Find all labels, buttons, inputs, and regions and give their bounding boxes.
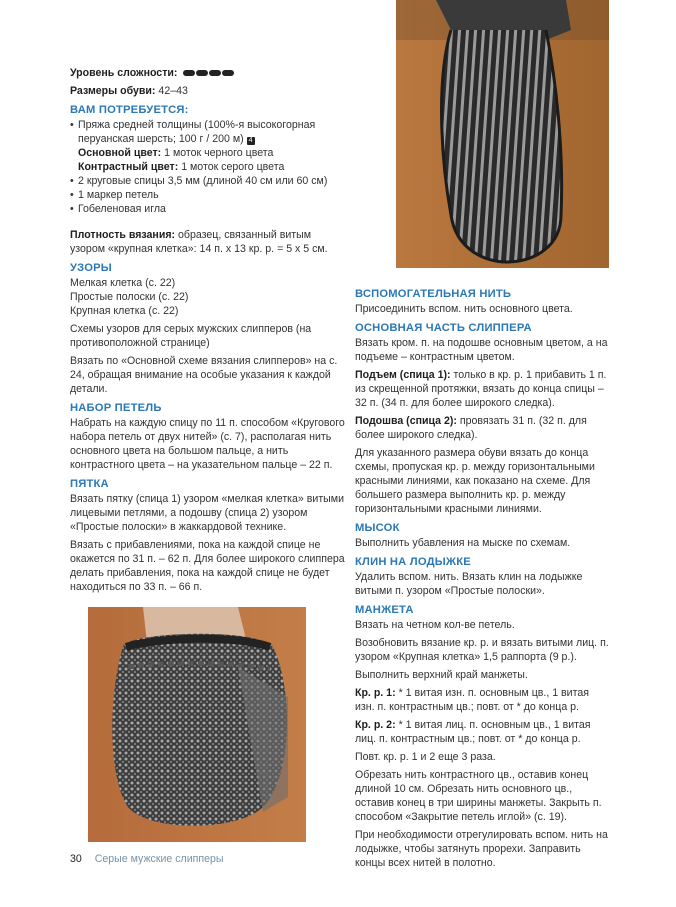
- contrast-color-line: [78, 160, 345, 174]
- cuff-paragraph-3: Выполнить верхний край манжеты.: [355, 669, 528, 681]
- heel-heading: ПЯТКА: [70, 478, 109, 491]
- cuff-row-1: [355, 686, 610, 714]
- heel-paragraph-1: Вязать пятку (спица 1) узором «мелкая клетка» витыми лицевыми петлями, а подошву (спица 2) узором «Простые полоски» в жаккардовой технике.: [70, 493, 344, 534]
- slipper-sole-illustration: [396, 0, 609, 268]
- right-column: [355, 287, 610, 874]
- cuff-paragraph-1: Вязать на четном кол-ве петель.: [355, 619, 515, 631]
- shoe-size-line: [70, 84, 345, 98]
- main-color-line: [78, 146, 345, 160]
- gusset-heading: КЛИН НА ЛОДЫЖКЕ: [355, 556, 471, 568]
- materials-item-marker: • 1 маркер петель: [78, 188, 345, 202]
- sole-paragraph: [355, 414, 610, 442]
- main-part-heading: ОСНОВНАЯ ЧАСТЬ СЛИППЕРА: [355, 322, 532, 334]
- contrast-color-label: Контрастный цвет:: [78, 161, 179, 174]
- cuff-row-1-label: Кр. р. 1:: [355, 687, 396, 699]
- aux-yarn-text: Присоединить вспом. нить основного цвета.: [355, 303, 573, 315]
- cuff-row-2-text: * 1 витая лиц. п. основным цв., 1 витая лиц. п. контрастным цв.; повт. от * до конца р.: [355, 719, 591, 745]
- pattern-item-simple-stripes: Простые полоски (с. 22): [70, 291, 189, 304]
- pattern-item-large-check: Крупная клетка (с. 22): [70, 305, 179, 318]
- cast-on-text: Набрать на каждую спицу по 11 п. способом «Кругового набора петель от двух нитей» (с. 7), располагая нить основного цвета на большом пальце, а нить контрастного цвета – на указательном пальце – 22 п.: [70, 417, 345, 472]
- toe-text: Выполнить убавления на мыске по схемам.: [355, 537, 571, 549]
- footer-title: Серые мужские слипперы: [94, 853, 224, 865]
- difficulty-label: Уровень сложности:: [70, 67, 178, 79]
- slipper-sole-photo: [396, 0, 609, 268]
- cuff-row-2-label: Кр. р. 2:: [355, 719, 396, 731]
- difficulty-line: [70, 66, 345, 80]
- contrast-color-value: 1 моток серого цвета: [181, 161, 285, 174]
- patterns-schemes-note: Схемы узоров для серых мужских слипперов (на противоположной странице): [70, 323, 312, 350]
- slipper-heel-photo: [88, 607, 306, 842]
- toe-heading: МЫСОК: [355, 522, 400, 534]
- main-color-label: Основной цвет:: [78, 147, 162, 160]
- cuff-paragraph-5: Обрезать нить контрастного цв., оставив конец длиной 10 см. Обрезать нить основного цв., оставив конец в три ширины манжеты. Закрыть п. способом «Закрытие петель иглой» (с. 19).: [355, 769, 602, 823]
- yarn-weight-icon: 4: [247, 137, 255, 145]
- materials-item-needle: • Гобеленовая игла: [78, 202, 345, 216]
- shoe-size-label: Размеры обуви:: [70, 85, 156, 98]
- slipper-heel-illustration: [88, 607, 306, 842]
- yarn-text: Пряжа средней толщины (100%-я высокогорная перуанская шерсть; 100 г / 200 м): [78, 119, 316, 146]
- main-part-text: Вязать кром. п. на подошве основным цветом, а на подъеме – контрастным цветом.: [355, 337, 608, 363]
- patterns-heading: УЗОРЫ: [70, 262, 112, 275]
- left-column: [70, 66, 345, 598]
- pattern-item-small-check: Мелкая клетка (с. 22): [70, 277, 176, 290]
- sole-text: провязать 31 п. (32 п. для более широкого следка).: [355, 415, 587, 441]
- gauge-paragraph: [70, 228, 345, 256]
- gusset-text: Удалить вспом. нить. Вязать клин на лодыжке витыми п. узором «Простые полоски».: [355, 571, 583, 597]
- page-number: 30: [70, 853, 82, 865]
- page-footer: [70, 853, 224, 865]
- cuff-row-2: [355, 718, 610, 746]
- materials-list: [70, 118, 345, 216]
- cuff-heading: МАНЖЕТА: [355, 604, 414, 616]
- difficulty-rating-icon: [183, 66, 235, 80]
- cuff-paragraph-4: Повт. кр. р. 1 и 2 еще 3 раза.: [355, 751, 496, 763]
- aux-yarn-heading: ВСПОМОГАТЕЛЬНАЯ НИТЬ: [355, 288, 512, 300]
- main-color-value: 1 моток черного цвета: [164, 147, 274, 160]
- cast-on-heading: НАБОР ПЕТЕЛЬ: [70, 402, 162, 415]
- shoe-size-value: 42–43: [158, 85, 188, 98]
- instep-paragraph: [355, 368, 610, 410]
- gauge-label: Плотность вязания:: [70, 229, 176, 242]
- cuff-row-1-text: * 1 витая изн. п. основным цв., 1 витая изн. п. контрастным цв.; повт. от * до конца р.: [355, 687, 589, 713]
- size-paragraph: Для указанного размера обуви вязать до конца схемы, пропуская кр. р. между горизонтальными красными линиями, как показано на схеме. Для большего размера выполнить кр. р. между горизонтальными красными линиями.: [355, 447, 595, 515]
- cuff-paragraph-2: Возобновить вязание кр. р. и вязать витыми лиц. п. узором «Крупная клетка» 1,5 раппорта (9 р.).: [355, 637, 609, 663]
- materials-item-yarn: [78, 118, 345, 174]
- cuff-paragraph-6: При необходимости отрегулировать вспом. нить на лодыжке, чтобы затянуть прорехи. Заправить концы всех нитей в полотно.: [355, 829, 608, 869]
- gauge-text: образец, связанный витым узором «крупная клетка»: 14 п. х 13 кр. р. = 5 х 5 см.: [70, 229, 328, 256]
- heel-paragraph-2: Вязать с прибавлениями, пока на каждой спице не окажется по 31 п. – 62 п. Для более широкого слиппера делать прибавления, пока на каждой спице не будет находиться по 33 п. – 66 п.: [70, 539, 345, 594]
- instep-label: Подъем (спица 1):: [355, 369, 451, 381]
- patterns-main-scheme-note: Вязать по «Основной схеме вязания слипперов» на с. 24, обращая внимание на особые указания к каждой детали.: [70, 355, 338, 396]
- materials-item-needles: • 2 круговые спицы 3,5 мм (длиной 40 см или 60 см): [78, 174, 345, 188]
- instep-text: только в кр. р. 1 прибавить 1 п. из скрещенной протяжки, вязать до конца спицы – 32 п. (34 п. для более широкого следка).: [355, 369, 607, 409]
- sole-label: Подошва (спица 2):: [355, 415, 457, 427]
- materials-heading: ВАМ ПОТРЕБУЕТСЯ:: [70, 104, 189, 117]
